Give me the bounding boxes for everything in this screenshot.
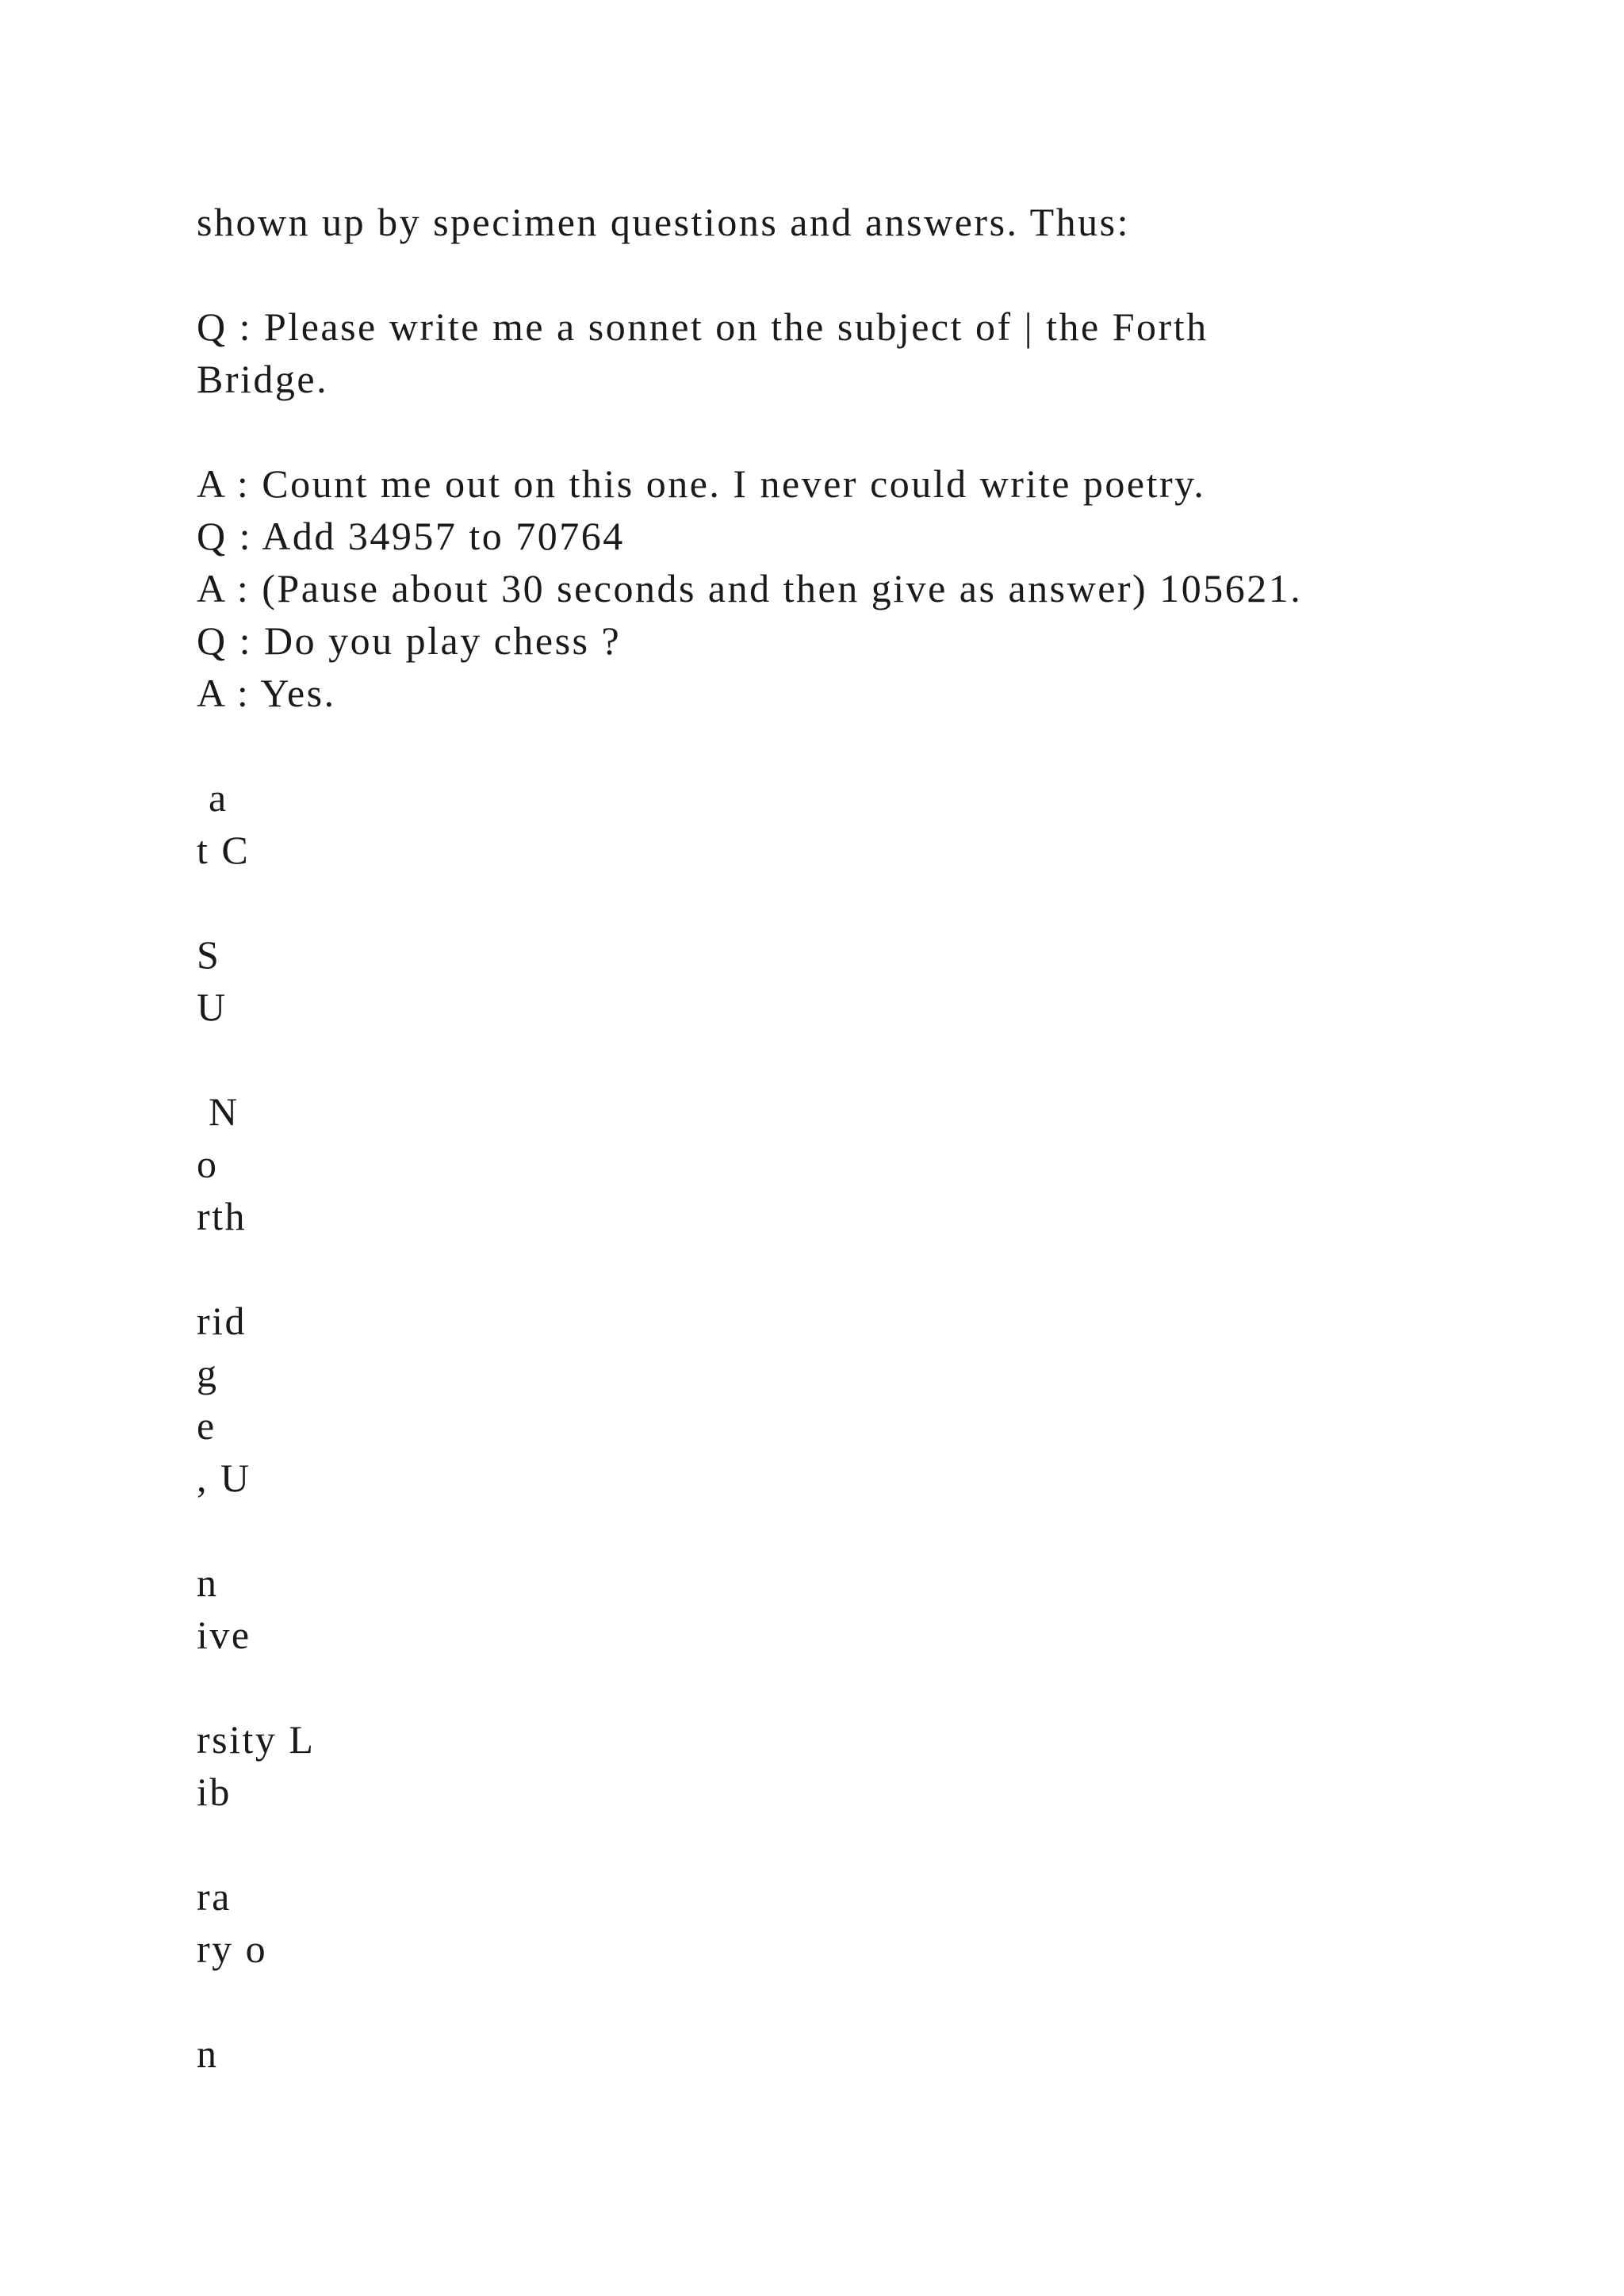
watermark-fragment: rsity L bbox=[197, 1717, 316, 1762]
watermark-fragment: rth bbox=[197, 1194, 247, 1238]
blank-line bbox=[197, 1242, 1465, 1295]
watermark-fragment: a bbox=[197, 775, 228, 820]
watermark-fragment: n bbox=[197, 1560, 219, 1605]
watermark-fragment: n bbox=[197, 2031, 219, 2076]
watermark-fragment: g bbox=[197, 1351, 219, 1395]
watermark-fragment: o bbox=[197, 1142, 219, 1186]
blank-line bbox=[197, 1661, 1465, 1713]
blank-line bbox=[197, 1818, 1465, 1870]
watermark-fragment: U bbox=[197, 985, 228, 1029]
document-body bbox=[197, 196, 1465, 2080]
text-line: Q : Do you play chess ? bbox=[197, 618, 622, 663]
watermark-fragment: rid bbox=[197, 1299, 247, 1343]
watermark-fragment: ive bbox=[197, 1613, 251, 1657]
blank-line bbox=[197, 876, 1465, 928]
text-line: Bridge. bbox=[197, 357, 329, 401]
watermark-fragment: S bbox=[197, 932, 221, 977]
watermark-fragment: e bbox=[197, 1403, 216, 1448]
blank-line bbox=[197, 248, 1465, 300]
watermark-fragment: t C bbox=[197, 828, 251, 872]
watermark-fragment: , U bbox=[197, 1456, 251, 1500]
text-line: A : Count me out on this one. I never could write poetry. bbox=[197, 461, 1206, 506]
watermark-fragment: ry o bbox=[197, 1927, 268, 1971]
blank-line bbox=[197, 719, 1465, 771]
text-line: A : Yes. bbox=[197, 671, 336, 715]
text-line: A : (Pause about 30 seconds and then give as answer) 105621. bbox=[197, 566, 1303, 610]
watermark-fragment: ib bbox=[197, 1770, 232, 1814]
blank-line bbox=[197, 1975, 1465, 2027]
blank-line bbox=[197, 1504, 1465, 1556]
text-line: Q : Please write me a sonnet on the subject of | the Forth bbox=[197, 304, 1208, 349]
text-line: shown up by specimen questions and answers. Thus: bbox=[197, 200, 1131, 244]
blank-line bbox=[197, 1033, 1465, 1085]
watermark-fragment: ra bbox=[197, 1874, 232, 1919]
text-line: Q : Add 34957 to 70764 bbox=[197, 514, 625, 558]
blank-line bbox=[197, 405, 1465, 457]
watermark-fragment: N bbox=[197, 1089, 239, 1134]
